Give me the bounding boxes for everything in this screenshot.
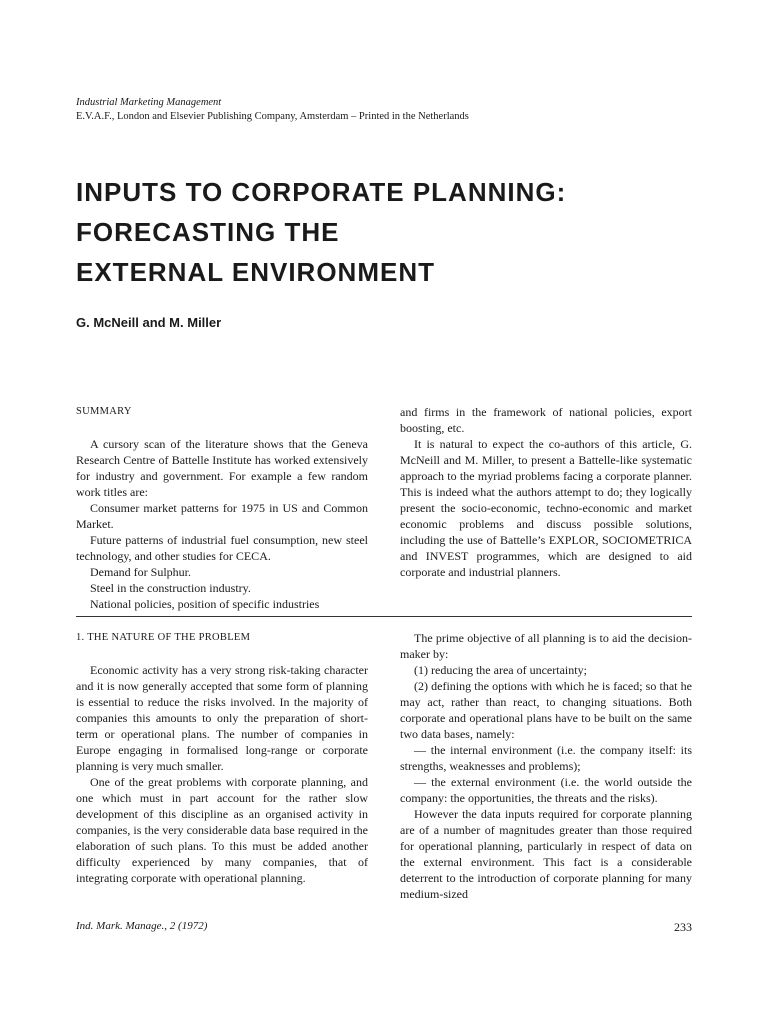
body-paragraph: However the data inputs required for corporate planning are of a number of magnitudes greater than those required for operational planning, particularly in respect of data on the external environment. This fact is a considerable deterrent to the introduction of corporate planning for many medium-sized bbox=[400, 807, 692, 901]
section1-right-column bbox=[400, 630, 692, 902]
section1-left-column bbox=[76, 630, 368, 886]
page-number: 233 bbox=[674, 920, 692, 934]
article-title bbox=[76, 172, 716, 292]
title-line-3: EXTERNAL ENVIRONMENT bbox=[76, 257, 435, 287]
list-item: (1) reducing the area of uncertainty; bbox=[414, 663, 587, 677]
summary-list-item: Demand for Sulphur. bbox=[90, 565, 191, 579]
footer-citation: Ind. Mark. Manage., 2 (1972) bbox=[76, 920, 208, 932]
summary-paragraph: It is natural to expect the co-authors of this article, G. McNeill and M. Miller, to present a Battelle-like systematic approach to the myriad problems facing a corporate planner. This is indeed what the authors attempt to do; they logically present the socio-economic, techno-economic and market economic problems and discuss possible solutions, including the use of Battelle’s EXPLOR, SOCIOMETRICA and INVEST programmes, which are designed to aid corporate and industrial planners. bbox=[400, 437, 692, 579]
summary-list-item: National policies, position of specific industries bbox=[90, 597, 320, 611]
title-line-2: FORECASTING THE bbox=[76, 217, 340, 247]
body-paragraph: The prime objective of all planning is to aid the decision-maker by: bbox=[400, 631, 692, 661]
summary-right-column bbox=[400, 404, 692, 580]
list-item: (2) defining the options with which he is faced; so that he may act, rather than react, to changing situations. Both corporate and operational plans have to be built on the same two data bases, namely: bbox=[400, 679, 692, 741]
summary-left-column bbox=[76, 404, 368, 612]
summary-list-item: Steel in the construction industry. bbox=[90, 581, 251, 595]
summary-list-item: Consumer market patterns for 1975 in US and Common Market. bbox=[76, 501, 368, 531]
summary-paragraph: and firms in the framework of national policies, export boosting, etc. bbox=[400, 405, 692, 435]
summary-list-item: Future patterns of industrial fuel consumption, new steel technology, and other studies for CECA. bbox=[76, 533, 368, 563]
author-line: G. McNeill and M. Miller bbox=[76, 315, 222, 330]
body-paragraph: Economic activity has a very strong risk-taking character and it is now generally accepted that some form of planning is essential to reduce the risks involved. In the majority of companies this amounts to only the preparation of short-term or operational plans. The number of companies in Europe engaging in formalised long-range or corporate planning is very much smaller. bbox=[76, 663, 368, 773]
publisher-line: E.V.A.F., London and Elsevier Publishing Company, Amsterdam – Printed in the Netherlands bbox=[76, 111, 469, 122]
journal-name: Industrial Marketing Management bbox=[76, 97, 222, 108]
section-divider bbox=[76, 616, 692, 617]
list-item: — the internal environment (i.e. the company itself: its strengths, weaknesses and problems); bbox=[400, 743, 692, 773]
section-heading: 1. THE NATURE OF THE PROBLEM bbox=[76, 632, 251, 643]
body-paragraph: One of the great problems with corporate planning, and one which must in part account for the rather slow development of this discipline as an organised activity in companies, is the very considerable data base required in the elaboration of such plans. To this must be added another difficulty experienced by many companies, that of integrating corporate with operational planning. bbox=[76, 775, 368, 885]
list-item: — the external environment (i.e. the world outside the company: the opportunities, the threats and the risks). bbox=[400, 775, 692, 805]
summary-heading: SUMMARY bbox=[76, 406, 132, 417]
summary-paragraph: A cursory scan of the literature shows that the Geneva Research Centre of Battelle Institute has worked extensively for industry and government. For example a few random work titles are: bbox=[76, 437, 368, 499]
title-line-1: INPUTS TO CORPORATE PLANNING: bbox=[76, 177, 567, 207]
journal-header bbox=[76, 96, 469, 124]
